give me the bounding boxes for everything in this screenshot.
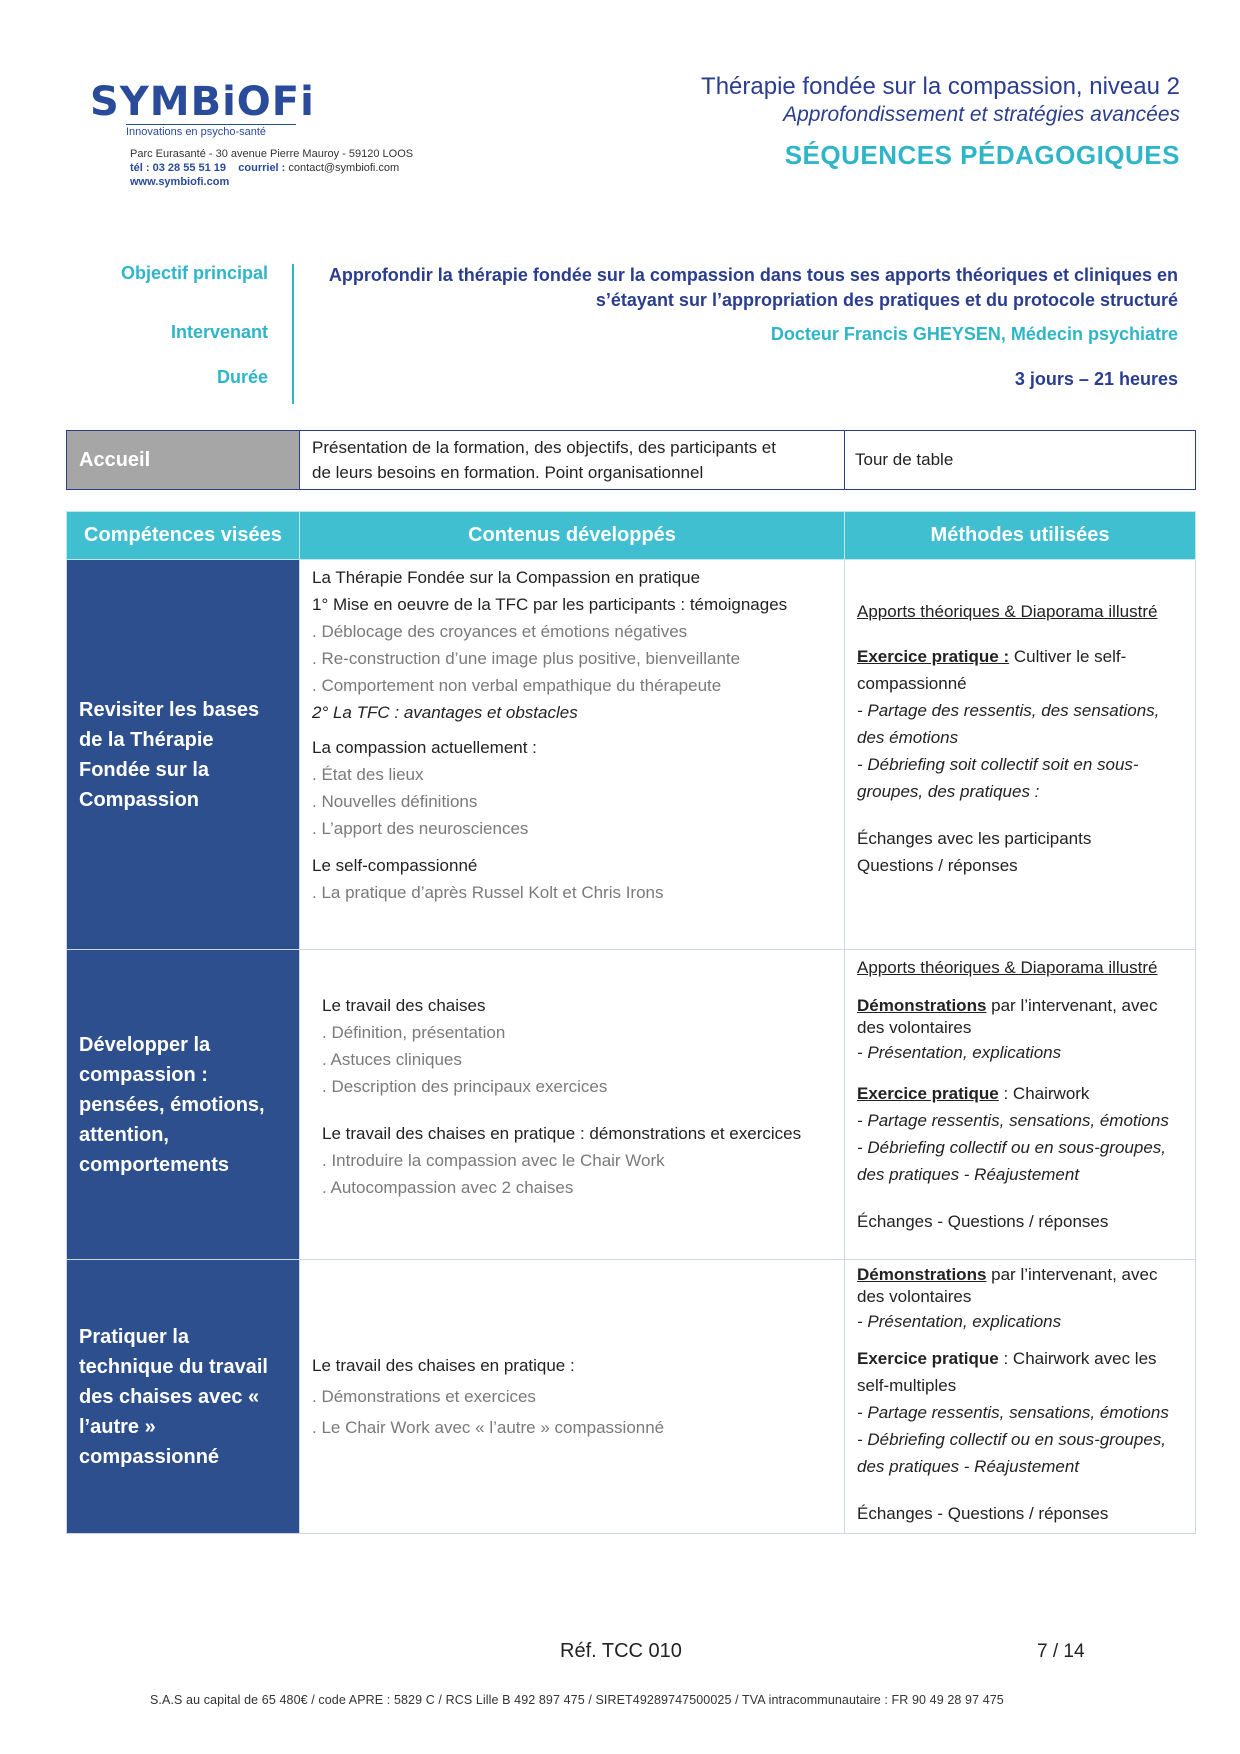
- content-line: . Définition, présentation: [322, 1023, 506, 1042]
- mail-value: contact@symbiofi.com: [288, 162, 400, 174]
- header-methodes: Méthodes utilisées: [845, 512, 1196, 560]
- method-text: : Chairwork: [998, 1084, 1090, 1103]
- content-cell: [300, 1260, 845, 1534]
- address-line: Parc Eurasanté - 30 avenue Pierre Mauroy - 59120 LOOS: [130, 148, 414, 160]
- content-line: Le travail des chaises: [322, 996, 486, 1015]
- method-text: par l’intervenant, avec des volontaires: [857, 1265, 1158, 1306]
- content-cell: [300, 950, 845, 1260]
- method-emph: Exercice pratique: [857, 1084, 999, 1103]
- content-line: . Introduire la compassion avec le Chair Work: [322, 1151, 665, 1170]
- content-line: . Déblocage des croyances et émotions négatives: [312, 622, 688, 641]
- method-text: : Chairwork avec les self-multiples: [857, 1349, 1157, 1395]
- website: [130, 175, 413, 189]
- method-line: Échanges - Questions / réponses: [857, 1504, 1109, 1523]
- method-line: [857, 1345, 1183, 1399]
- header-contenus: Contenus développés: [300, 512, 845, 560]
- logo: [90, 79, 320, 142]
- intervenant-value: Docteur Francis GHEYSEN, Médecin psychiatre: [770, 324, 1178, 344]
- section-title: SÉQUENCES PÉDAGOGIQUES: [784, 140, 1180, 170]
- method-line: - Partage des ressentis, des sensations, des émotions: [857, 701, 1160, 747]
- content-line: 1° Mise en oeuvre de la TFC par les participants : témoignages: [312, 595, 788, 614]
- header-competences: Compétences visées: [67, 512, 300, 560]
- method-emph: Démonstrations: [857, 996, 987, 1015]
- method-text: par l’intervenant, avec des volontaires: [857, 996, 1158, 1037]
- objectif-line2: s’étayant sur l’appropriation des pratiques et du protocole structuré: [595, 290, 1178, 310]
- accueil-content: [300, 431, 845, 489]
- content-line: . État des lieux: [312, 765, 424, 784]
- method-line: Échanges avec les participants: [857, 829, 1092, 848]
- mail-label: courriel :: [238, 162, 286, 174]
- competence-cell: Développer la compassion : pensées, émotions, attention, comportements: [67, 950, 300, 1260]
- content-line: . Démonstrations et exercices: [312, 1387, 536, 1406]
- content-line: . Astuces cliniques: [322, 1050, 462, 1069]
- reference: Réf. TCC 010: [560, 1640, 682, 1662]
- page-number: 7 / 14: [1037, 1641, 1085, 1662]
- method-line: - Présentation, explications: [857, 1312, 1062, 1331]
- website-text: www.symbiofi.com: [130, 176, 230, 188]
- method-line: - Débriefing collectif ou en sous-groupes, des pratiques - Réajustement: [857, 1430, 1166, 1476]
- method-line: - Partage ressentis, sensations, émotions: [857, 1111, 1169, 1130]
- method-cell: [845, 560, 1196, 950]
- content-cell: [300, 560, 845, 950]
- content-line: Le travail des chaises en pratique :: [312, 1356, 575, 1375]
- method-cell: [845, 950, 1196, 1260]
- document-title: Thérapie fondée sur la compassion, niveau 2: [701, 73, 1180, 100]
- method-cell: [845, 1260, 1196, 1534]
- method-line: [857, 643, 1183, 697]
- competence-cell: Pratiquer la technique du travail des chaises avec « l’autre » compassionné: [67, 1260, 300, 1534]
- contact-line: [130, 161, 413, 175]
- content-line: . L’apport des neurosciences: [312, 819, 529, 838]
- tel-label: tél :: [130, 162, 150, 174]
- method-line: Apports théoriques & Diaporama illustré: [857, 958, 1158, 977]
- sequences-table: [66, 511, 1196, 1534]
- competence-cell: Revisiter les bases de la Thérapie Fondée sur la Compassion: [67, 560, 300, 950]
- legal-footer: S.A.S au capital de 65 480€ / code APRE : 5829 C / RCS Lille B 492 897 475 / SIRET49289747500025 / TVA intracommunautaire : FR 90 49 28 97 475: [150, 1693, 1004, 1707]
- content-line: . Autocompassion avec 2 chaises: [322, 1178, 574, 1197]
- tel-value: 03 28 55 51 19: [152, 162, 227, 174]
- company-address: [130, 147, 413, 189]
- accueil-table: [66, 430, 1196, 490]
- document-subtitle: Approfondissement et stratégies avancées: [783, 103, 1180, 126]
- content-line: . Le Chair Work avec « l’autre » compassionné: [312, 1418, 665, 1437]
- label-duree: Durée: [216, 367, 268, 387]
- accueil-label: Accueil: [67, 431, 300, 489]
- method-line: Échanges - Questions / réponses: [857, 1212, 1109, 1231]
- content-line: . Re-construction d’une image plus positive, bienveillante: [312, 649, 741, 668]
- table-row: [67, 560, 1196, 950]
- content-line: . Nouvelles définitions: [312, 792, 478, 811]
- content-line: . Description des principaux exercices: [322, 1077, 608, 1096]
- divider-line: [292, 264, 294, 404]
- method-emph: Démonstrations: [857, 1265, 987, 1284]
- accueil-content-line: Présentation de la formation, des objectifs, des participants et: [312, 438, 776, 457]
- logo-tagline: Innovations en psycho-santé: [126, 124, 296, 138]
- document-title-block: [701, 72, 1180, 171]
- content-line: . Comportement non verbal empathique du thérapeute: [312, 676, 722, 695]
- logo-wordmark: SYMBiOFi: [90, 79, 315, 125]
- method-line: - Débriefing soit collectif soit en sous-groupes, des pratiques :: [857, 755, 1139, 801]
- content-line: La compassion actuellement :: [312, 738, 537, 757]
- objectif-line1: Approfondir la thérapie fondée sur la compassion dans tous ses apports théoriques et cliniques en: [328, 265, 1178, 285]
- table-row: [67, 950, 1196, 1260]
- label-objectif: Objectif principal: [120, 263, 268, 283]
- accueil-method: Tour de table: [855, 450, 954, 469]
- method-line: [857, 995, 1183, 1039]
- method-line: - Présentation, explications: [857, 1043, 1062, 1062]
- method-text: Cultiver le self-compassionné: [857, 647, 1127, 693]
- method-emph: Exercice pratique :: [857, 647, 1010, 666]
- method-line: - Débriefing collectif ou en sous-groupes, des pratiques - Réajustement: [857, 1138, 1166, 1184]
- label-intervenant: Intervenant: [170, 322, 268, 342]
- content-line: La Thérapie Fondée sur la Compassion en pratique: [312, 568, 701, 587]
- method-line: Apports théoriques & Diaporama illustré: [857, 602, 1158, 621]
- method-line: Questions / réponses: [857, 856, 1018, 875]
- content-line: Le travail des chaises en pratique : démonstrations et exercices: [322, 1124, 802, 1143]
- method-line: [857, 1080, 1183, 1107]
- duree-value: 3 jours – 21 heures: [1014, 369, 1178, 389]
- content-line: Le self-compassionné: [312, 856, 478, 875]
- method-line: - Partage ressentis, sensations, émotions: [857, 1403, 1169, 1422]
- method-emph: Exercice pratique: [857, 1349, 999, 1368]
- table-header-row: [67, 512, 1196, 560]
- table-row: [67, 1260, 1196, 1534]
- accueil-content-line: de leurs besoins en formation. Point organisationnel: [312, 463, 704, 482]
- content-line: . La pratique d’après Russel Kolt et Chris Irons: [312, 883, 664, 902]
- method-line: [857, 1264, 1183, 1308]
- content-line: 2° La TFC : avantages et obstacles: [312, 703, 578, 722]
